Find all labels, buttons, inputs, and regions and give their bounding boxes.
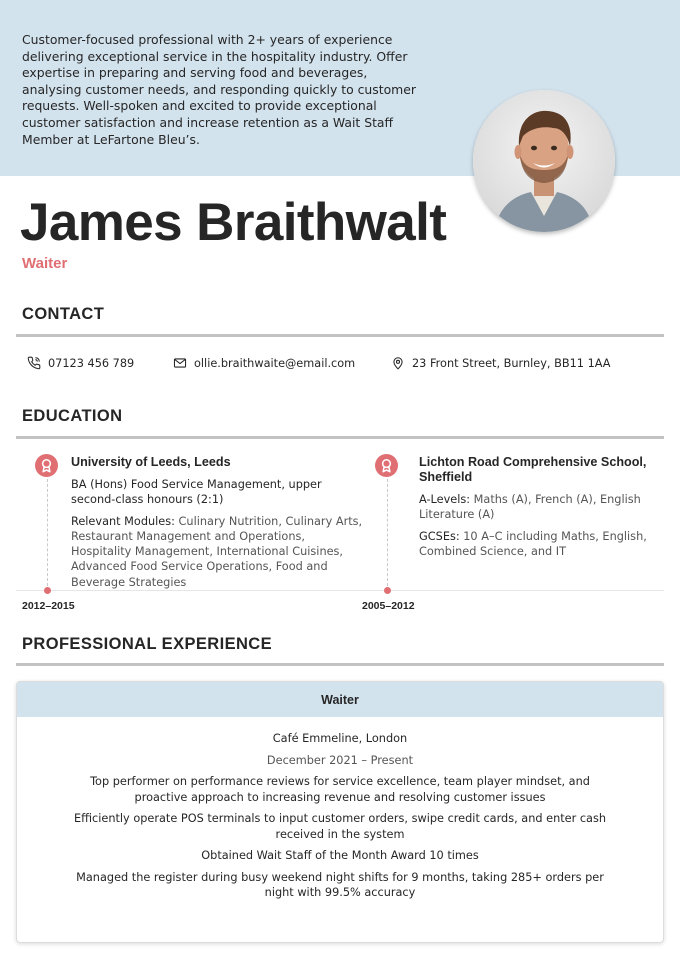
- education-timeline-line-1: [47, 474, 48, 586]
- experience-heading: PROFESSIONAL EXPERIENCE: [22, 635, 273, 653]
- contact-email[interactable]: [173, 356, 355, 370]
- education-timeline-dot: [384, 587, 391, 594]
- education-gcses-value: 10 A–C including Maths, English, Combined Science, and IT: [419, 529, 647, 558]
- experience-bullet: Obtained Wait Staff of the Month Award 10 times: [201, 849, 479, 862]
- education-award-icon: [375, 454, 398, 477]
- contact-rule: [16, 334, 664, 337]
- experience-rule: [16, 663, 664, 666]
- location-pin-icon: [391, 356, 405, 370]
- phone-icon: [27, 356, 41, 370]
- experience-card: [16, 681, 664, 943]
- education-degree: BA (Hons) Food Service Management, upper second-class honours (2:1): [71, 478, 322, 507]
- experience-dates: December 2021 – Present: [266, 753, 414, 767]
- education-alevels-value: Maths (A), French (A), English Literature (A): [419, 493, 641, 522]
- education-heading: EDUCATION: [22, 407, 123, 425]
- experience-bullet: Top performer on performance reviews for service excellence, team player mindset, and proactive approach to increasing revenue and resolving customer issues: [90, 775, 590, 804]
- education-alevels-label: A-Levels:: [419, 493, 471, 506]
- experience-role: Waiter: [17, 682, 663, 717]
- experience-bullet: Managed the register during busy weekend night shifts for 9 months, taking 285+ orders per night with 99.5% accuracy: [76, 870, 604, 899]
- contact-phone[interactable]: [27, 356, 134, 370]
- candidate-name: James Braithwalt: [20, 193, 447, 252]
- education-timeline-line-2: [387, 474, 388, 586]
- education-dates: 2005–2012: [362, 600, 415, 612]
- experience-body: [17, 717, 663, 901]
- education-rule: [16, 436, 664, 439]
- phone-text: 07123 456 789: [48, 356, 135, 370]
- experience-bullet: Efficiently operate POS terminals to input customer orders, swipe credit cards, and enter cash received in the system: [73, 812, 607, 841]
- education-entry-university: [71, 455, 366, 596]
- contact-heading: CONTACT: [22, 305, 105, 323]
- education-modules-value: Culinary Nutrition, Culinary Arts, Restaurant Management and Operations, Hospitality Management, International Cuisines, Advanced Food Service Operations, Food and Beverage Strategies: [71, 514, 363, 589]
- education-school: University of Leeds, Leeds: [71, 455, 231, 469]
- education-dates: 2012–2015: [22, 600, 75, 612]
- email-text: ollie.braithwaite@email.com: [194, 356, 356, 370]
- education-alevels: [419, 492, 651, 523]
- education-modules-label: Relevant Modules:: [71, 514, 175, 528]
- education-timeline-dot: [44, 587, 51, 594]
- address-text: 23 Front Street, Burnley, BB11 1AA: [412, 356, 611, 370]
- experience-company: Café Emmeline, London: [272, 732, 408, 745]
- education-entry-school: [419, 455, 651, 565]
- summary-text: Customer-focused professional with 2+ years of experience delivering exceptional service in the hospitality industry. Offer expertise in preparing and serving food and beverages, analysing customer needs, and responding quickly to customer requests. Well-spoken and excited to provide exceptional customer satisfaction and increase retention as a Wait Staff Member at LeFartone Bleu’s.: [22, 32, 416, 147]
- contact-address: [391, 356, 611, 370]
- envelope-icon: [173, 356, 187, 370]
- education-gcses-label: GCSEs:: [419, 529, 460, 543]
- profile-photo: [473, 90, 615, 232]
- education-award-icon: [35, 454, 58, 477]
- job-title: Waiter: [22, 255, 68, 272]
- education-school: Lichton Road Comprehensive School, Sheffield: [419, 455, 647, 484]
- education-modules: [71, 514, 366, 590]
- education-gcses: [419, 529, 651, 560]
